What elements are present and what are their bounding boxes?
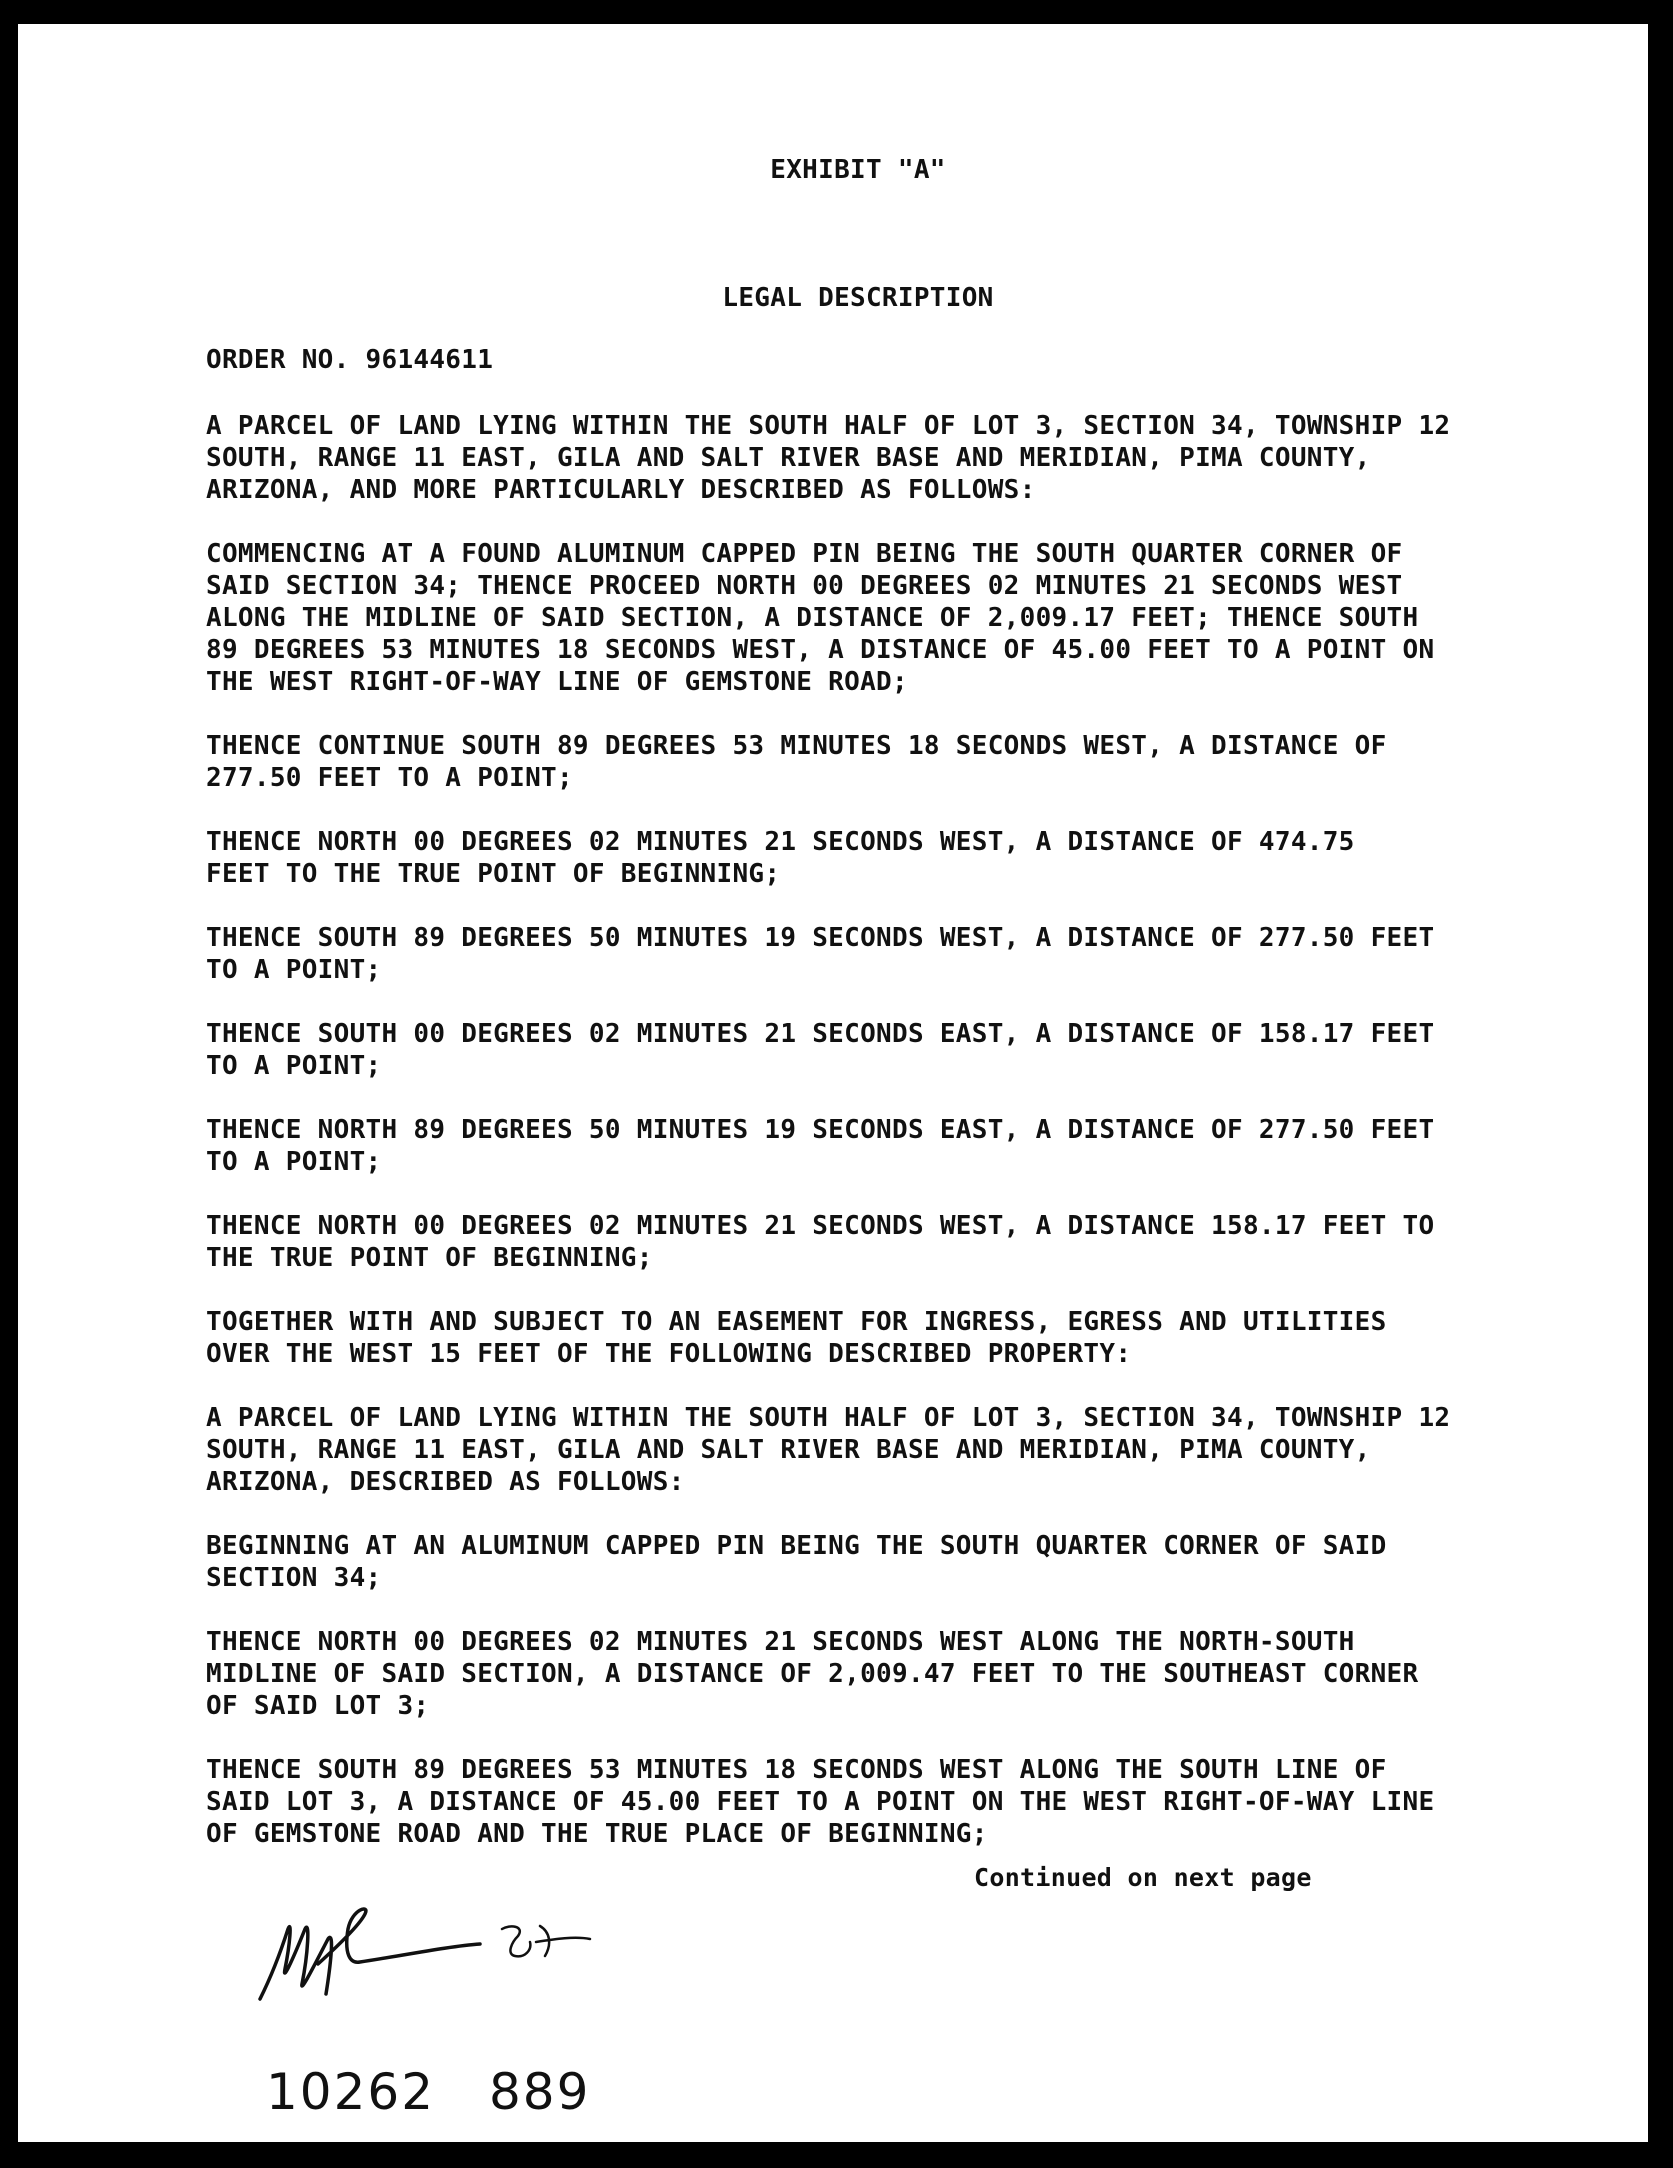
paragraph-north-west-return: THENCE NORTH 00 DEGREES 02 MINUTES 21 SECONDS WEST, A DISTANCE 158.17 FEET TO THE TRUE POINT OF BEGINNING; <box>206 1211 1435 1273</box>
paragraph-continue-south: THENCE CONTINUE SOUTH 89 DEGREES 53 MINUTES 18 SECONDS WEST, A DISTANCE OF 277.50 FEET TO A POINT; <box>206 731 1387 793</box>
exhibit-title: EXHIBIT "A" <box>770 155 946 185</box>
paragraph-north-midline: THENCE NORTH 00 DEGREES 02 MINUTES 21 SECONDS WEST ALONG THE NORTH-SOUTH MIDLINE OF SAID SECTION, A DISTANCE OF 2,009.47 FEET TO THE SOUTHEAST CORNER OF SAID LOT 3; <box>206 1627 1419 1721</box>
paragraph-north-east: THENCE NORTH 89 DEGREES 50 MINUTES 19 SECONDS EAST, A DISTANCE OF 277.50 FEET TO A POINT; <box>206 1115 1435 1177</box>
continued-note: Continued on next page <box>974 1863 1312 1892</box>
paragraph-parcel-description: A PARCEL OF LAND LYING WITHIN THE SOUTH HALF OF LOT 3, SECTION 34, TOWNSHIP 12 SOUTH, RANGE 11 EAST, GILA AND SALT RIVER BASE AND MERIDIAN, PIMA COUNTY, ARIZONA, AND MORE PARTICULARLY DESCRIBED AS FOLLOWS: <box>206 411 1451 505</box>
section-title: LEGAL DESCRIPTION <box>722 283 994 313</box>
legal-description-body <box>206 410 1506 1882</box>
order-number: ORDER NO. 96144611 <box>206 345 494 375</box>
paragraph-beginning: BEGINNING AT AN ALUMINUM CAPPED PIN BEING THE SOUTH QUARTER CORNER OF SAID SECTION 34; <box>206 1531 1387 1593</box>
paragraph-easement: TOGETHER WITH AND SUBJECT TO AN EASEMENT FOR INGRESS, EGRESS AND UTILITIES OVER THE WEST 15 FEET OF THE FOLLOWING DESCRIBED PROPERTY: <box>206 1307 1387 1369</box>
document-page <box>18 24 1648 2142</box>
paragraph-north-true-point: THENCE NORTH 00 DEGREES 02 MINUTES 21 SECONDS WEST, A DISTANCE OF 474.75 FEET TO THE TRUE POINT OF BEGINNING; <box>206 827 1355 889</box>
paragraph-south-line: THENCE SOUTH 89 DEGREES 53 MINUTES 18 SECONDS WEST ALONG THE SOUTH LINE OF SAID LOT 3, A DISTANCE OF 45.00 FEET TO A POINT ON THE WEST RIGHT-OF-WAY LINE OF GEMSTONE ROAD AND THE TRUE PLACE OF BEGINNING; <box>206 1755 1435 1849</box>
paragraph-south-east: THENCE SOUTH 00 DEGREES 02 MINUTES 21 SECONDS EAST, A DISTANCE OF 158.17 FEET TO A POINT; <box>206 1019 1435 1081</box>
paragraph-commencing: COMMENCING AT A FOUND ALUMINUM CAPPED PIN BEING THE SOUTH QUARTER CORNER OF SAID SECTION 34; THENCE PROCEED NORTH 00 DEGREES 02 MINUTES 21 SECONDS WEST ALONG THE MIDLINE OF SAID SECTION, A DISTANCE OF 2,009.17 FEET; THENCE SOUTH 89 DEGREES 53 MINUTES 18 SECONDS WEST, A DISTANCE OF 45.00 FEET TO A POINT ON THE WEST RIGHT-OF-WAY LINE OF GEMSTONE ROAD; <box>206 539 1435 697</box>
signature-image <box>240 1884 670 2024</box>
document-number: 10262 889 <box>266 2063 591 2121</box>
paragraph-easement-parcel: A PARCEL OF LAND LYING WITHIN THE SOUTH HALF OF LOT 3, SECTION 34, TOWNSHIP 12 SOUTH, RANGE 11 EAST, GILA AND SALT RIVER BASE AND MERIDIAN, PIMA COUNTY, ARIZONA, DESCRIBED AS FOLLOWS: <box>206 1403 1451 1497</box>
paragraph-south-west: THENCE SOUTH 89 DEGREES 50 MINUTES 19 SECONDS WEST, A DISTANCE OF 277.50 FEET TO A POINT; <box>206 923 1435 985</box>
